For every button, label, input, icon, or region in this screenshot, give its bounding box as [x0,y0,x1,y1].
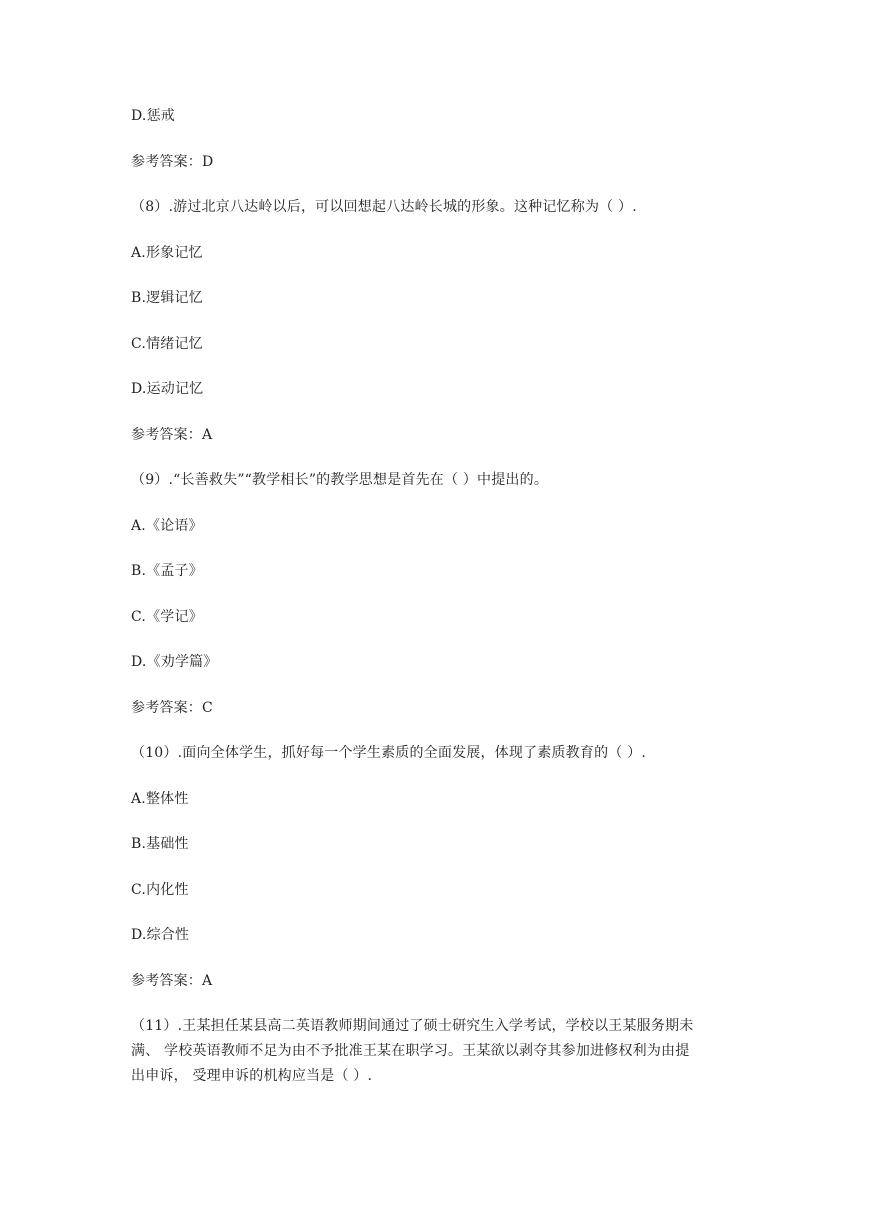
q9-question: （9）.“长善救失”“教学相长”的教学思想是首先在（ ）中提出的。 [131,472,549,488]
q11-question-line-2: 满、 学校英语教师不足为由不予批准王某在职学习。王某欲以剥夺其参加进修权利为由提 [131,1043,690,1059]
q9-option-c: C.《学记》 [131,609,203,625]
q7-option-d: D.惩戒 [131,108,175,124]
q10-option-a: A.整体性 [131,791,189,807]
q11-question-line-3: 出申诉， 受理申诉的机构应当是（ ）. [131,1068,373,1084]
q9-answer: 参考答案：C [131,700,213,716]
q9-option-a: A.《论语》 [131,518,203,534]
q9-option-b: B.《孟子》 [131,563,203,579]
q8-option-b: B.逻辑记忆 [131,290,203,306]
q8-option-a: A.形象记忆 [131,245,203,261]
q10-option-d: D.综合性 [131,927,190,943]
q10-option-c: C.内化性 [131,882,189,898]
q8-option-d: D.运动记忆 [131,381,204,397]
q8-option-c: C.情绪记忆 [131,336,203,352]
q9-option-d: D.《劝学篇》 [131,654,218,670]
q11-question-line-1: （11）.王某担任某县高二英语教师期间通过了硕士研究生入学考试，学校以王某服务期未 [131,1018,694,1034]
q10-option-b: B.基础性 [131,836,189,852]
q10-answer: 参考答案：A [131,973,213,989]
q7-answer: 参考答案：D [131,154,214,170]
q8-question: （8）.游过北京八达岭以后，可以回想起八达岭长城的形象。这种记忆称为（ ）. [131,199,637,215]
q10-question: （10）.面向全体学生，抓好每一个学生素质的全面发展，体现了素质教育的（ ）. [131,745,646,761]
q8-answer: 参考答案：A [131,427,213,443]
